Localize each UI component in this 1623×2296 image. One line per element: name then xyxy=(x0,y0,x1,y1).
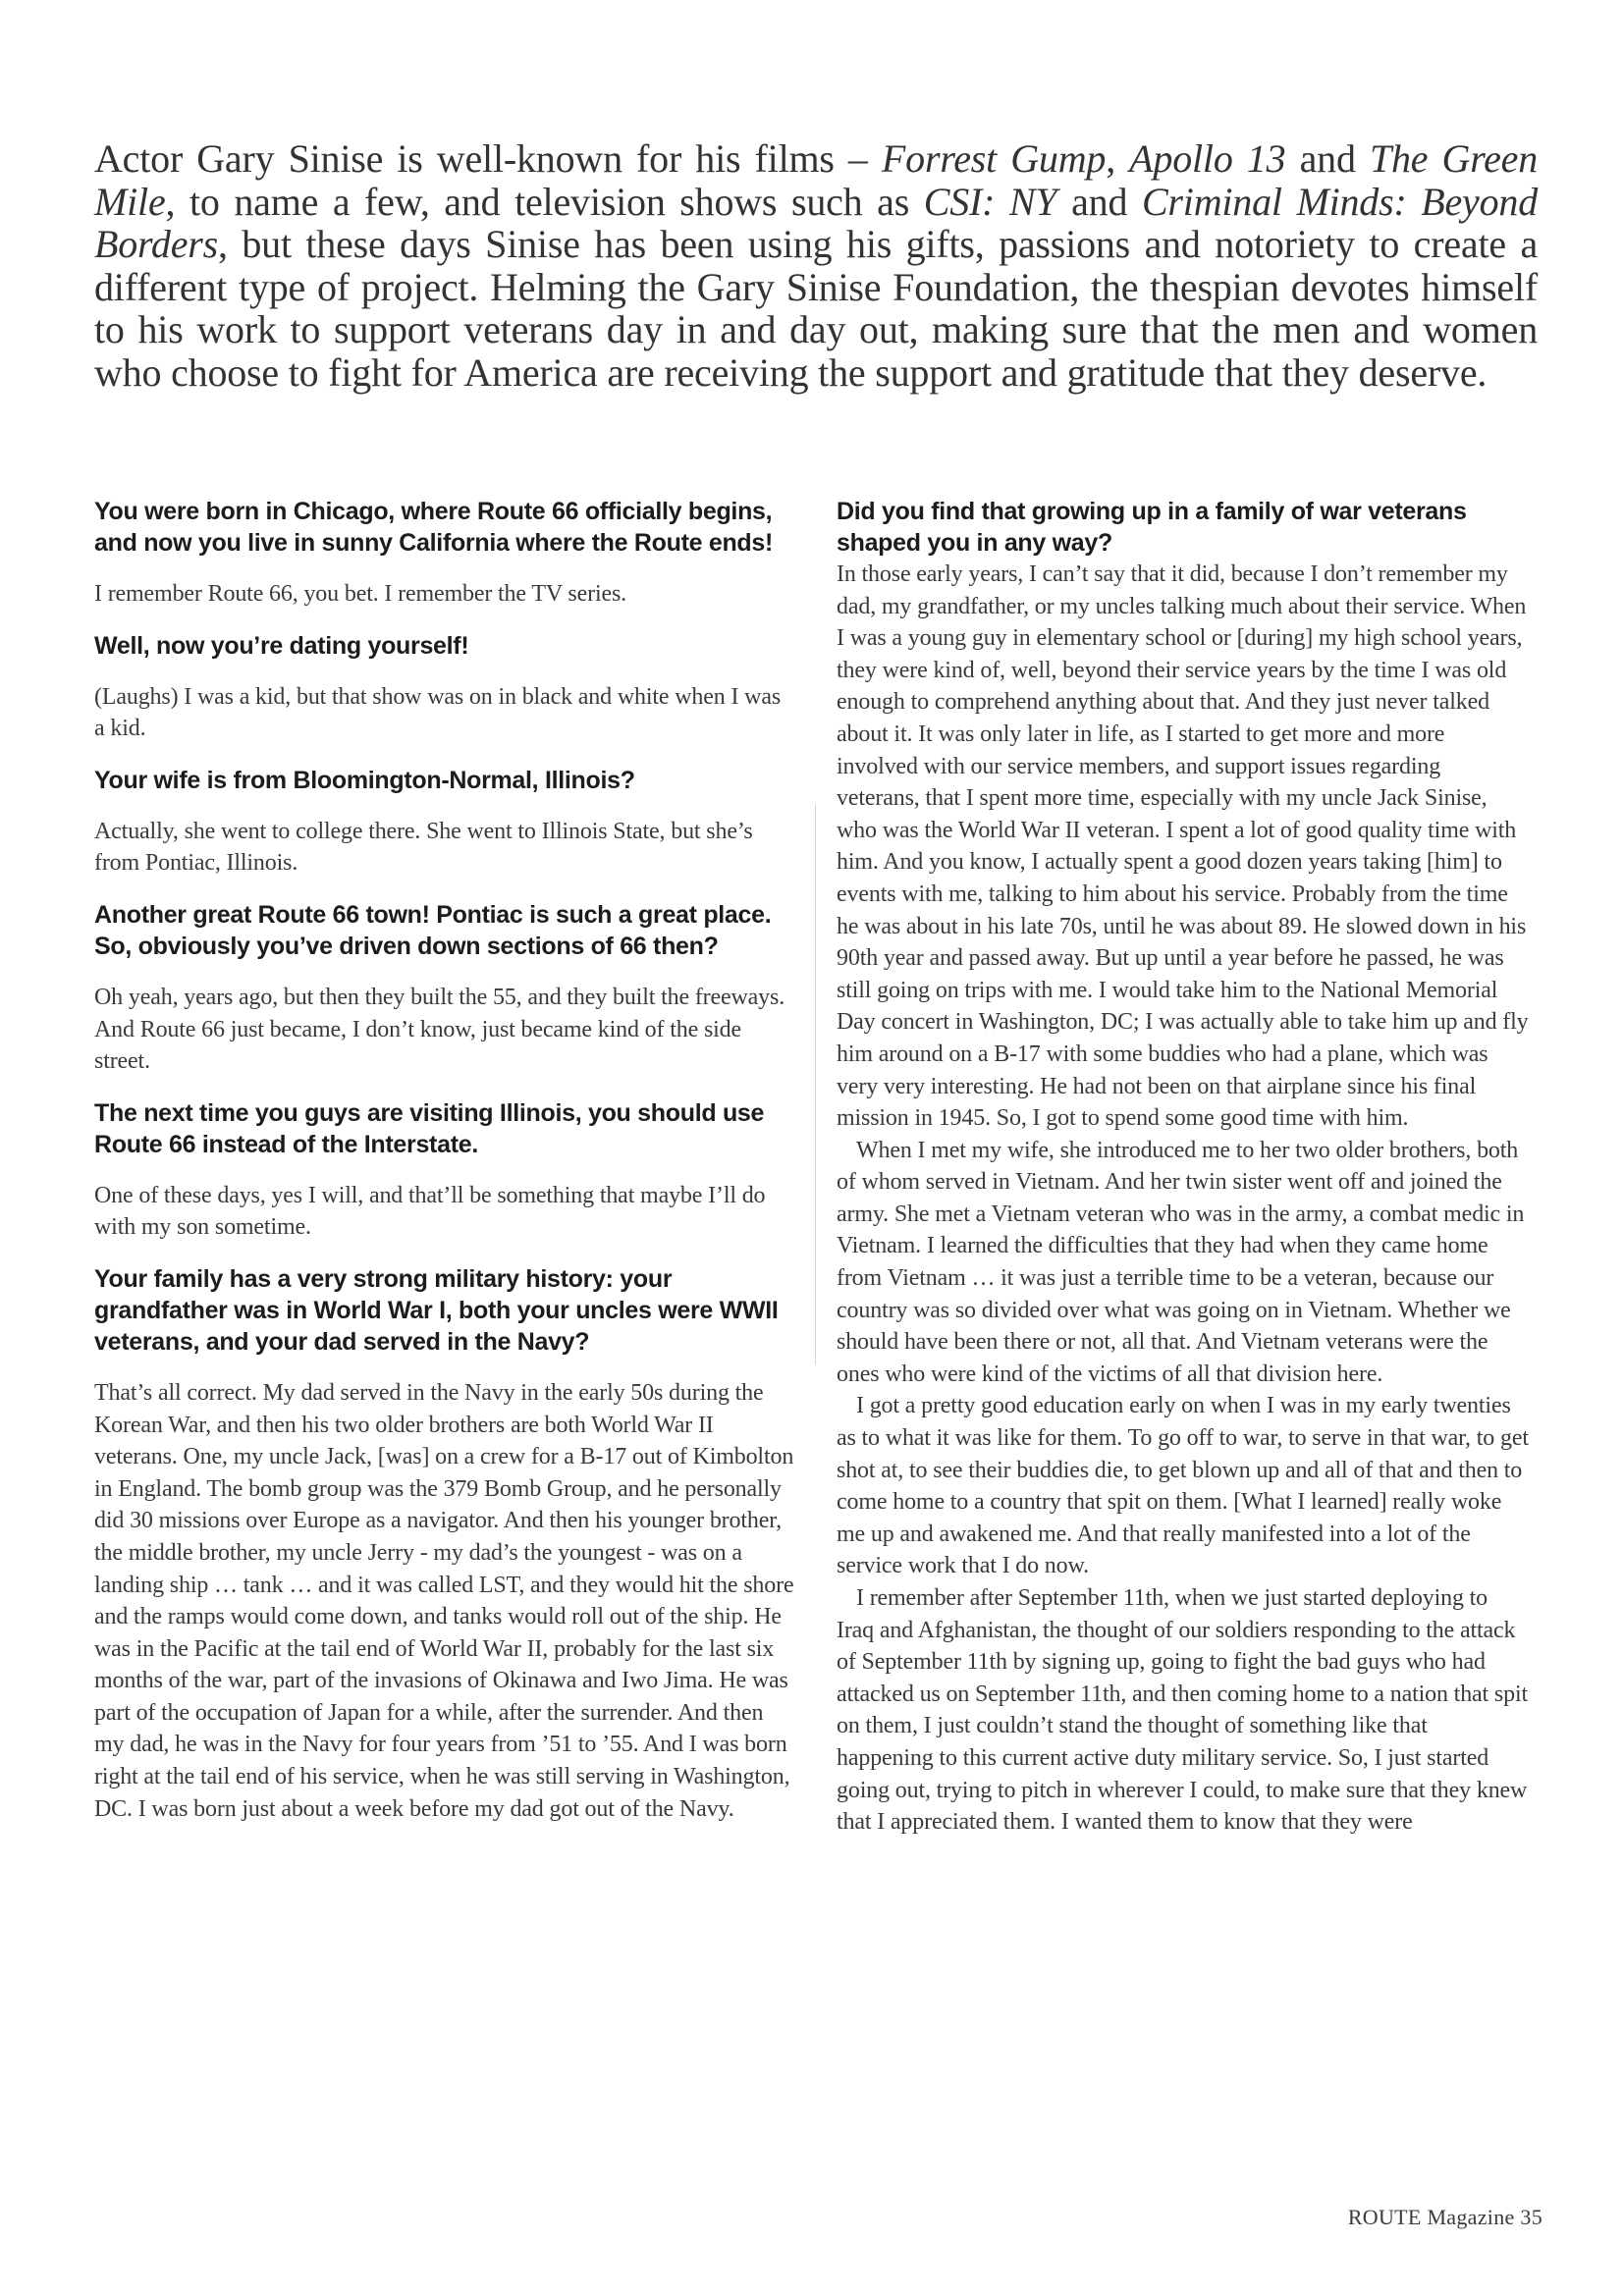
answer-paragraph: When I met my wife, she introduced me to her two older brothers, both of whom served in Vietnam. And her twin sister went off and joined the army. She met a Vietnam veteran who was in the army, a combat medic in Vietnam. I learned the difficulties that they had when they came home from Vietnam … it was just a terrible time to be a veteran, because our country was so divided over what was going on in Vietnam. Whether we should have been there or not, all that. And Vietnam veterans were the ones who were kind of the victims of all that division here. xyxy=(837,1137,1525,1387)
answer-paragraph: I got a pretty good education early on when I was in my early twenties as to what it was like for them. To go off to war, to serve in that war, to get shot at, to see their buddies die, to get blown up and all of that and then to come home to a country that spit on them. [What I learned] really woke me up and awakened me. And that really manifested into a lot of the service work that I do now. xyxy=(837,1393,1529,1579)
interview-answer: One of these days, yes I will, and that’ll be something that maybe I’ll do with my son sometime. xyxy=(94,1182,766,1241)
answer-paragraph: In those early years, I can’t say that it did, because I don’t remember my dad, my grandfather, or my uncles talking much about their service. When I was a young guy in elementary school or [during] my high school years, they were kind of, well, beyond their service years by the time I was old enough to comprehend anything about that. And they just never talked about it. It was only later in life, as I started to get more and more involved with our service members, and support issues regarding veterans, that I spent more time, especially with my uncle Jack Sinise, who was the World War II veteran. I spent a lot of good quality time with him. And you know, I actually spent a good dozen years taking [him] to events with me, talking to him about his service. Probably from the time he was about in his late 70s, until he was about 89. He slowed down in his 90th year and passed away. But up until a year before he passed, he was still going on trips with me. I would take him to the National Memorial Day concert in Washington, DC; I was actually able to take him up and fly him around on a B-17 with some buddies who had a plane, which was very very interesting. He had not been on that airplane since his final mission in 1945. So, I got to spend some good time with him. xyxy=(837,561,1529,1132)
intro-text: , but these days Sinise has been using his gifts, passions and notoriety to create a different type of project. Helming the Gary Sinise Foundation, the thespian devotes himself to his work to support veterans day in and day out, making sure that the men and women who choose to fight for America are receiving the support and gratitude that they deserve. xyxy=(94,222,1538,395)
interview-answer: I remember Route 66, you bet. I remember the TV series. xyxy=(94,581,627,607)
interview-question: Well, now you’re dating yourself! xyxy=(94,631,469,660)
interview-answer: Actually, she went to college there. She went to Illinois State, but she’s from Pontiac, Illinois. xyxy=(94,818,753,877)
interview-answer: Oh yeah, years ago, but then they built the 55, and they built the freeways. And Route 66 just became, I don’t know, just became kind of the side street. xyxy=(94,984,785,1075)
film-title: Forrest Gump xyxy=(881,136,1107,181)
intro-paragraph xyxy=(94,137,1538,394)
publication-name: ROUTE Magazine xyxy=(1347,2205,1515,2229)
left-column xyxy=(94,496,795,1844)
interview-question: Another great Route 66 town! Pontiac is such a great place. So, obviously you’ve driven down sections of 66 then? xyxy=(94,900,772,960)
show-title: Criminal Minds: Beyond Borders xyxy=(94,179,1538,266)
page-number: 35 xyxy=(1520,2205,1542,2229)
right-column xyxy=(837,496,1529,1839)
intro-separator: and xyxy=(1285,136,1370,181)
interview-question: Did you find that growing up in a family of war veterans shaped you in any way? xyxy=(837,498,1467,557)
intro-text: , to name a few, and television shows such as xyxy=(165,179,924,224)
column-divider xyxy=(815,805,816,1364)
film-title: Apollo 13 xyxy=(1129,136,1286,181)
film-title: The Green Mile xyxy=(94,136,1538,224)
page-footer xyxy=(1348,2205,1542,2230)
interview-question: Your family has a very strong military history: your grandfather was in World War I, both your uncles were WWII veterans, and your dad served in the Navy? xyxy=(94,1264,779,1356)
interview-question: Your wife is from Bloomington-Normal, Illinois? xyxy=(94,766,635,794)
show-title: CSI: NY xyxy=(923,179,1057,224)
intro-separator: , xyxy=(1106,136,1130,181)
interview-question: The next time you guys are visiting Illinois, you should use Route 66 instead of the Interstate. xyxy=(94,1098,765,1158)
interview-question: You were born in Chicago, where Route 66 officially begins, and now you live in sunny California where the Route ends! xyxy=(94,498,774,557)
answer-paragraph: I remember after September 11th, when we just started deploying to Iraq and Afghanistan, the thought of our soldiers responding to the attack of September 11th by signing up, going to fight the bad guys who had attacked us on September 11th, and then coming home to a nation that spit on them, I just couldn’t stand the thought of something like that happening to this current active duty military service. So, I just started going out, trying to pitch in wherever I could, to make sure that they knew that I appreciated them. I wanted them to know that they were xyxy=(837,1585,1528,1836)
intro-separator: and xyxy=(1056,179,1142,224)
intro-text: Actor Gary Sinise is well-known for his films – xyxy=(94,136,882,181)
interview-answer: (Laughs) I was a kid, but that show was on in black and white when I was a kid. xyxy=(94,683,782,742)
interview-answer: That’s all correct. My dad served in the Navy in the early 50s during the Korean War, and then his two older brothers are both World War II veterans. One, my uncle Jack, [was] on a crew for a B-17 out of Kimbolton in England. The bomb group was the 379 Bomb Group, and he personally did 30 missions over Europe as a navigator. And then his younger brother, the middle brother, my uncle Jerry - my dad’s the youngest - was on a landing ship … tank … and it was called LST, and they would hit the shore and the ramps would come down, and tanks would roll out of the ship. He was in the Pacific at the tail end of World War II, probably for the last six months of the war, part of the invasions of Okinawa and Iwo Jima. He was part of the occupation of Japan for a while, after the surrender. And then my dad, he was in the Navy for four years from ’51 to ’55. And I was born right at the tail end of his service, when he was still serving in Washington, DC. I was born just about a week before my dad got out of the Navy. xyxy=(94,1379,794,1822)
